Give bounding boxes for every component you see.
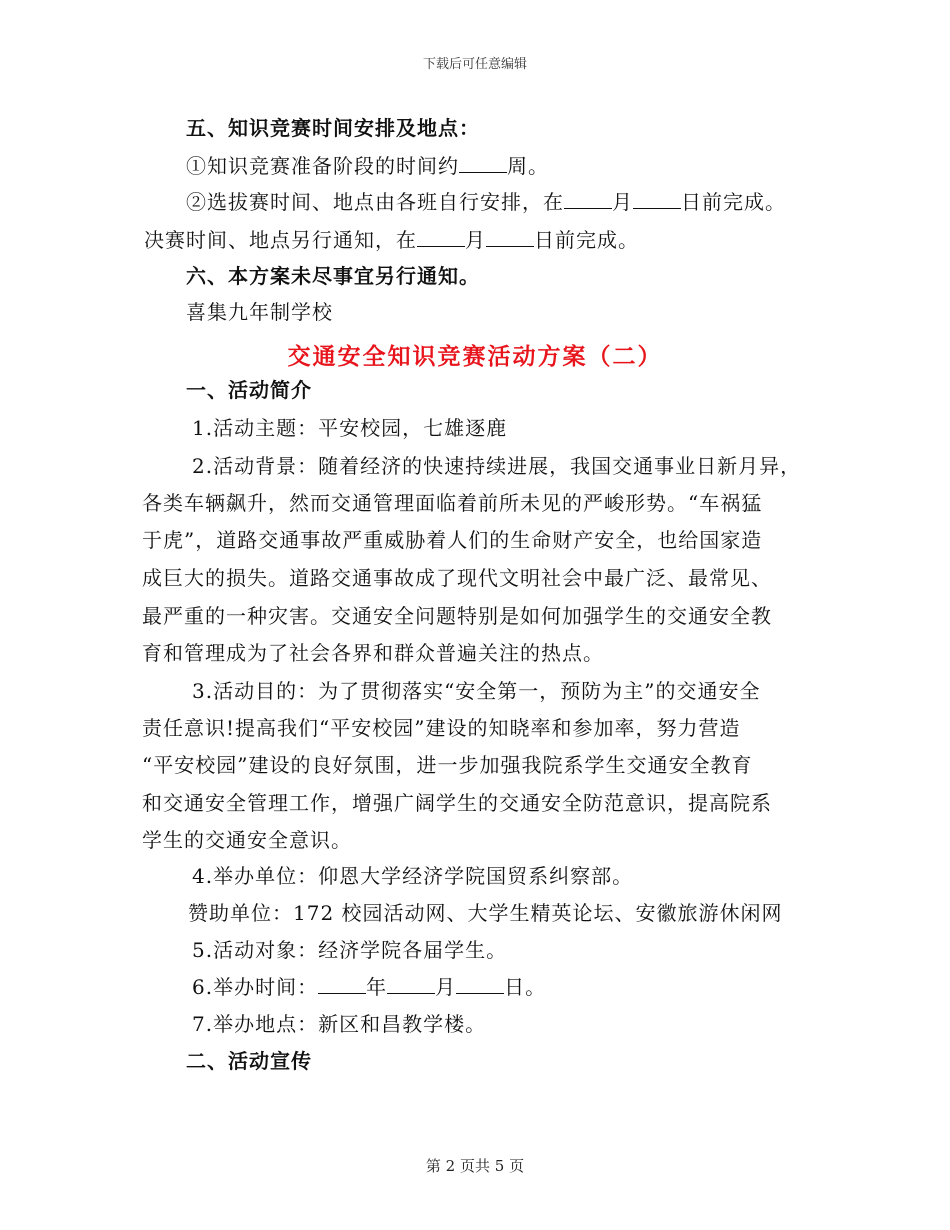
text: ①知识竞赛准备阶段的时间约 — [186, 154, 459, 178]
text: 日前完成。 — [681, 190, 786, 214]
text: 周。 — [507, 154, 549, 178]
background-line: 2.活动背景：随着经济的快速持续进展，我国交通事业日新月异， — [192, 454, 802, 478]
goal-line: 学生的交通安全意识。 — [142, 828, 352, 852]
section-5-item-1 — [186, 152, 549, 180]
part-1-heading: 一、活动简介 — [186, 378, 312, 402]
page-header: 下载后可任意编辑 — [422, 57, 527, 72]
fill-blank — [459, 154, 507, 173]
fill-blank — [564, 190, 612, 209]
text: ②选拔赛时间、地点由各班自行安排，在 — [186, 190, 564, 214]
background-line: 育和管理成为了社会各界和群众普遍关注的热点。 — [142, 641, 604, 665]
section-5-item-2 — [186, 188, 786, 216]
goal-line: 责任意识!提高我们“平安校园”建设的知晓率和参加率，努力营造 — [142, 716, 741, 740]
section-6-heading: 六、本方案未尽事宜另行通知。 — [186, 264, 480, 288]
background-line: 最严重的一种灾害。交通安全问题特别是如何加强学生的交通安全教 — [142, 604, 772, 628]
fill-blank — [417, 228, 465, 247]
text: 日前完成。 — [534, 228, 639, 252]
goal-line: “平安校园”建设的良好氛围，进一步加强我院系学生交通安全教育 — [142, 753, 753, 777]
fill-blank — [387, 975, 435, 994]
section-5-item-3 — [144, 226, 639, 254]
sponsor-unit: 赞助单位：172 校园活动网、大学生精英论坛、安徽旅游休闲网 — [188, 901, 783, 925]
fill-blank — [633, 190, 681, 209]
school-name: 喜集九年制学校 — [186, 300, 333, 324]
fill-blank — [486, 228, 534, 247]
background-line: 成巨大的损失。道路交通事故成了现代文明社会中最广泛、最常见、 — [142, 566, 772, 590]
background-line: 各类车辆飙升，然而交通管理面临着前所未见的严峻形势。“车祸猛 — [142, 491, 763, 515]
page-footer: 第 2 页共 5 页 — [425, 1157, 525, 1175]
activity-time — [192, 973, 546, 1001]
text: 月 — [612, 190, 633, 214]
fill-blank — [456, 975, 504, 994]
host-unit: 4.举办单位：仰恩大学经济学院国贸系纠察部。 — [192, 864, 634, 888]
text: 日。 — [504, 975, 547, 999]
part-2-heading: 二、活动宣传 — [186, 1049, 312, 1073]
goal-line: 3.活动目的：为了贯彻落实“安全第一，预防为主”的交通安全 — [192, 679, 761, 703]
section-5-heading: 五、知识竞赛时间安排及地点： — [186, 116, 480, 140]
activity-target: 5.活动对象：经济学院各届学生。 — [192, 938, 508, 962]
goal-line: 和交通安全管理工作，增强广阔学生的交通安全防范意识，提高院系 — [142, 791, 772, 815]
fill-blank — [318, 975, 366, 994]
text: 年 — [366, 975, 388, 999]
activity-place: 7.举办地点：新区和昌教学楼。 — [192, 1012, 487, 1036]
text: 决赛时间、地点另行通知，在 — [144, 228, 417, 252]
activity-theme: 1.活动主题：平安校园，七雄逐鹿 — [192, 416, 508, 440]
text: 6.举办时间： — [192, 975, 319, 999]
background-line: 于虎”，道路交通事故严重威胁着人们的生命财产安全，也给国家造 — [142, 528, 763, 552]
text: 月 — [465, 228, 486, 252]
text: 月 — [435, 975, 457, 999]
document-title: 交通安全知识竞赛活动方案（二） — [287, 343, 663, 370]
